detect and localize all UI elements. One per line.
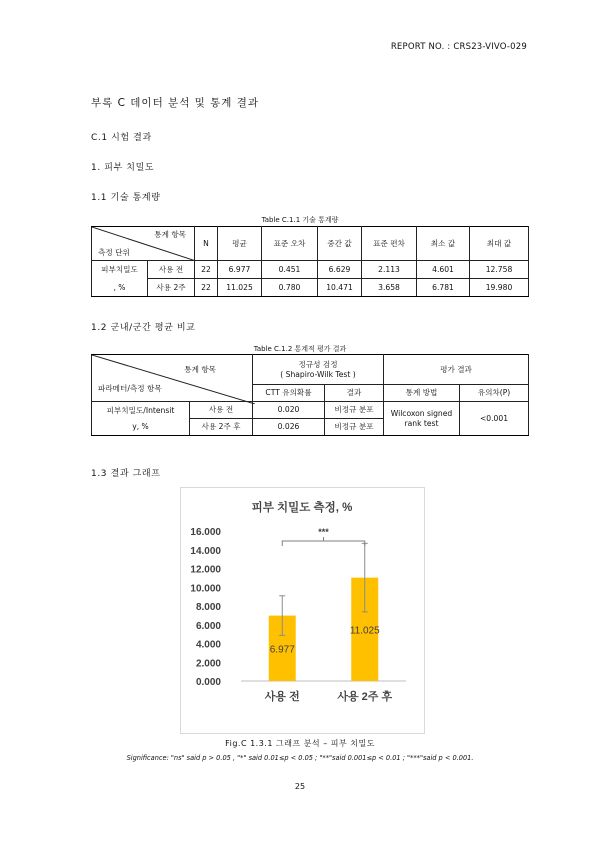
table1-cell: 22 xyxy=(195,261,218,279)
table-row xyxy=(92,279,529,297)
evaluation-header: 평가 결과 xyxy=(384,355,529,385)
table2-corner-cell xyxy=(92,355,253,402)
table2-significance: <0.001 xyxy=(460,402,529,436)
table2-param-line2: y, % xyxy=(132,421,149,431)
table1-cell: 12.758 xyxy=(470,261,529,279)
y-tick-label: 8.000 xyxy=(195,602,221,613)
table1-header: 표준 오차 xyxy=(262,227,318,261)
table1-header: N xyxy=(195,227,218,261)
table2-subheader: 결과 xyxy=(325,385,384,402)
table2-row-label: 사용 전 xyxy=(190,402,253,419)
table1-caption: Table C.1.1 기술 통계량 xyxy=(261,216,339,224)
table2-method: Wilcoxon signed rank test xyxy=(384,402,460,436)
result-chart-frame xyxy=(180,487,425,734)
table1-cell: 6.629 xyxy=(318,261,362,279)
report-number: REPORT NO. : CRS23-VIVO-029 xyxy=(390,42,527,52)
table2-subheader: 유의차(P) xyxy=(460,385,529,402)
table1-cell: 2.113 xyxy=(362,261,417,279)
table2-corner-top: 통계 항목 xyxy=(184,365,216,374)
section-1-3-heading: 1.3 결과 그래프 xyxy=(91,469,161,479)
table1-row-label: 사용 2주 xyxy=(148,279,195,297)
table1-param-line2: , % xyxy=(92,279,148,297)
significance-note: Significance: "ns" said p > 0.05 , "*" said 0.01≤p < 0.05 ; "**"said 0.001≤p < 0.01 ; "***"said p < 0.001. xyxy=(126,754,474,762)
table2-corner-bottom: 파라메터/측정 항목 xyxy=(98,383,162,393)
table1-corner-cell xyxy=(92,227,195,261)
data-label: 6.977 xyxy=(269,644,295,656)
table2-pvalue: 0.020 xyxy=(253,402,325,419)
table1-header: 표준 편차 xyxy=(362,227,417,261)
data-label: 11.025 xyxy=(349,625,380,637)
table2-pvalue: 0.026 xyxy=(253,419,325,436)
normality-title: 정규성 검정 xyxy=(298,360,338,370)
table1-cell: 22 xyxy=(195,279,218,297)
table-row xyxy=(92,261,529,279)
table1-cell: 6.781 xyxy=(417,279,470,297)
section-1-2-heading: 1.2 군내/군간 평균 비교 xyxy=(91,323,196,333)
normality-subtitle: ( Shapiro-Wilk Test ) xyxy=(280,369,356,379)
table1-cell: 0.780 xyxy=(262,279,318,297)
table2-param-line1: 피부치밀도/Intensit xyxy=(106,406,175,416)
table1-header: 평균 xyxy=(218,227,262,261)
table-row xyxy=(92,402,529,419)
table2-row-label: 사용 2주 후 xyxy=(190,419,253,436)
table1-header: 최대 값 xyxy=(470,227,529,261)
significance-marker: *** xyxy=(318,527,329,537)
descriptive-stats-table xyxy=(91,226,529,297)
table1-cell: 10.471 xyxy=(318,279,362,297)
x-tick-label: 사용 전 xyxy=(264,691,300,703)
table1-cell: 3.658 xyxy=(362,279,417,297)
table1-header: 최소 값 xyxy=(417,227,470,261)
table1-header: 중간 값 xyxy=(318,227,362,261)
table2-caption: Table C.1.2 통계적 평가 결과 xyxy=(253,345,347,353)
section-1-1-heading: 1.1 기술 통계량 xyxy=(91,193,161,203)
section-c1-heading: C.1 시험 결과 xyxy=(91,133,152,143)
table1-cell: 0.451 xyxy=(262,261,318,279)
y-tick-label: 6.000 xyxy=(195,620,221,632)
appendix-title: 부록 C 데이터 분석 및 통계 결과 xyxy=(91,97,260,109)
y-tick-label: 16.000 xyxy=(190,527,221,538)
table2-normality-result: 비정규 분포 xyxy=(325,419,384,436)
normality-test-header xyxy=(253,355,384,385)
table1-corner-top: 통계 항목 xyxy=(154,230,186,239)
x-tick-label: 사용 2주 후 xyxy=(337,691,393,703)
figure-caption: Fig.C 1.3.1 그래프 분석 – 피부 치밀도 xyxy=(225,739,375,748)
table1-cell: 19.980 xyxy=(470,279,529,297)
page-number: 25 xyxy=(294,782,306,791)
statistical-evaluation-table xyxy=(91,354,529,436)
y-tick-label: 0.000 xyxy=(195,677,221,688)
y-tick-label: 2.000 xyxy=(195,658,221,670)
table2-param xyxy=(92,402,190,436)
table1-row-label: 사용 전 xyxy=(148,261,195,279)
significance-bracket xyxy=(282,541,365,546)
table1-cell: 6.977 xyxy=(218,261,262,279)
table1-corner-bottom: 측정 단위 xyxy=(98,247,130,257)
table1-param-line1: 피부치밀도 xyxy=(92,261,148,279)
table2-subheader: CTT 유의확률 xyxy=(253,385,325,402)
table2-normality-result: 비정규 분포 xyxy=(325,402,384,419)
bar-chart xyxy=(181,488,424,733)
y-tick-label: 14.000 xyxy=(190,545,221,557)
y-tick-label: 10.000 xyxy=(190,583,221,595)
chart-title: 피부 치밀도 측정, % xyxy=(251,502,353,514)
table1-cell: 11.025 xyxy=(218,279,262,297)
table1-cell: 4.601 xyxy=(417,261,470,279)
section-1-heading: 1. 피부 치밀도 xyxy=(91,163,155,173)
y-tick-label: 12.000 xyxy=(190,564,221,576)
table2-subheader: 통계 방법 xyxy=(384,385,460,402)
y-tick-label: 4.000 xyxy=(195,639,221,651)
